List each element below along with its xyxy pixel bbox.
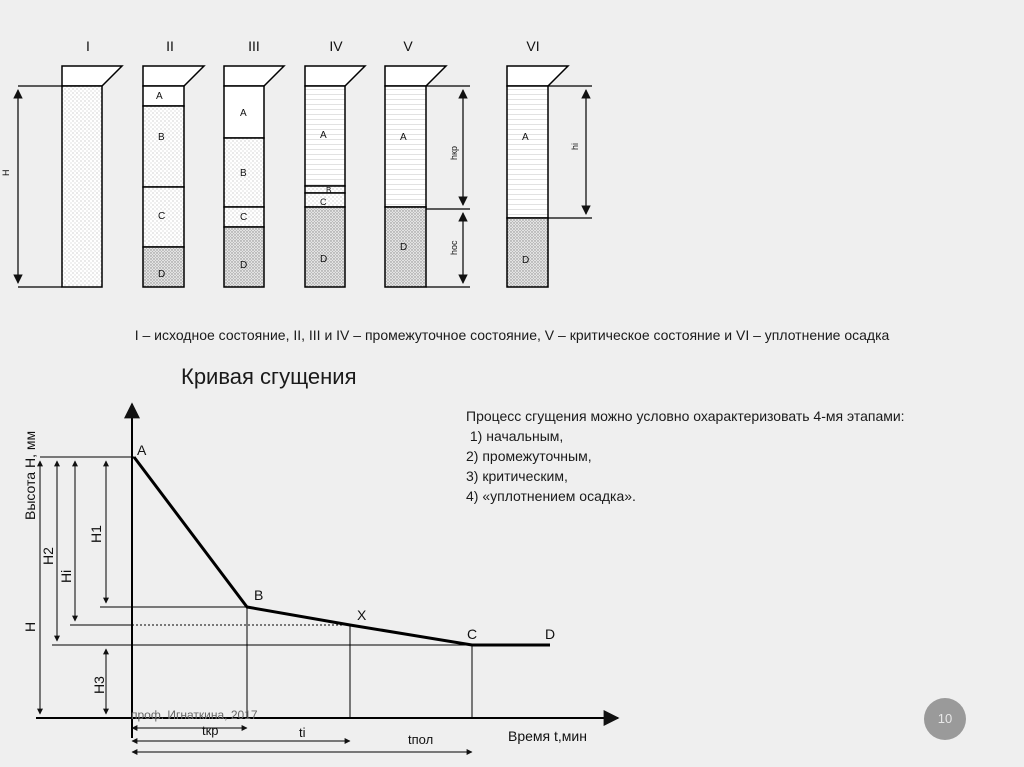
- column-6: [507, 66, 592, 287]
- zone-A: A: [156, 91, 163, 102]
- zone-A: A: [522, 132, 529, 143]
- stage-item: 2) промежуточным,: [466, 448, 592, 464]
- zone-D: D: [320, 254, 328, 265]
- zone-C: C: [240, 212, 248, 223]
- column-label-5: V: [403, 38, 413, 54]
- point-A-label: A: [137, 442, 147, 458]
- zone-C: C: [320, 197, 327, 207]
- column-label-1: I: [86, 38, 90, 54]
- t-pol-label: tпол: [408, 732, 434, 747]
- point-C-label: C: [467, 626, 478, 642]
- point-X-label: X: [357, 607, 367, 623]
- zone-A: A: [320, 130, 327, 141]
- column-label-3: III: [248, 38, 260, 54]
- x-axis-label: Время t,мин: [508, 728, 587, 744]
- zone-B: B: [326, 186, 332, 195]
- author-footer: проф. Игнаткина, 2017: [131, 708, 258, 722]
- zone-D: D: [522, 255, 530, 266]
- zone-B: B: [158, 132, 165, 143]
- h-kr-label: hкр: [449, 146, 459, 160]
- description-intro: Процесс сгущения можно условно охарактеризовать 4-мя этапами:: [466, 408, 905, 424]
- stage-item: 1) начальным,: [466, 428, 564, 444]
- H-label: H: [22, 621, 38, 632]
- column-4: [305, 66, 365, 287]
- H2-label: H2: [40, 547, 56, 565]
- column-1: [1, 66, 122, 287]
- stage-item: 3) критическим,: [466, 468, 568, 484]
- h-i-label: hi: [570, 142, 580, 150]
- stage-item: 4) «уплотнением осадка».: [466, 488, 636, 504]
- t-kr-label: tкр: [202, 723, 219, 738]
- column-3: [224, 66, 284, 287]
- zone-A: A: [240, 108, 247, 119]
- zone-C: C: [158, 211, 166, 222]
- zone-D: D: [158, 269, 166, 280]
- column-2: [143, 66, 204, 287]
- point-D-label: D: [545, 626, 556, 642]
- figure-caption: I – исходное состояние, II, III и IV – промежуточное состояние, V – критическое состояние и VI – уплотнение осадка: [134, 327, 890, 343]
- column-label-2: II: [166, 38, 174, 54]
- page-number-badge: 10: [924, 698, 966, 740]
- column-label-4: IV: [329, 38, 343, 54]
- H3-label: H3: [91, 676, 107, 694]
- graph-title: Кривая сгущения: [181, 364, 357, 389]
- y-axis-label: Высота H, мм: [22, 430, 38, 520]
- t-i-label: ti: [299, 725, 306, 740]
- zone-D: D: [240, 260, 248, 271]
- H1-label: H1: [88, 525, 104, 543]
- zone-B: B: [240, 168, 247, 179]
- column-5: [385, 66, 470, 287]
- Hi-label: Hi: [58, 569, 74, 583]
- point-B-label: B: [254, 587, 264, 603]
- column-label-6: VI: [526, 38, 540, 54]
- zone-D: D: [400, 242, 408, 253]
- height-H-label: H: [1, 169, 11, 176]
- zone-A: A: [400, 132, 407, 143]
- process-description: [466, 406, 905, 506]
- h-os-label: hос: [449, 240, 459, 255]
